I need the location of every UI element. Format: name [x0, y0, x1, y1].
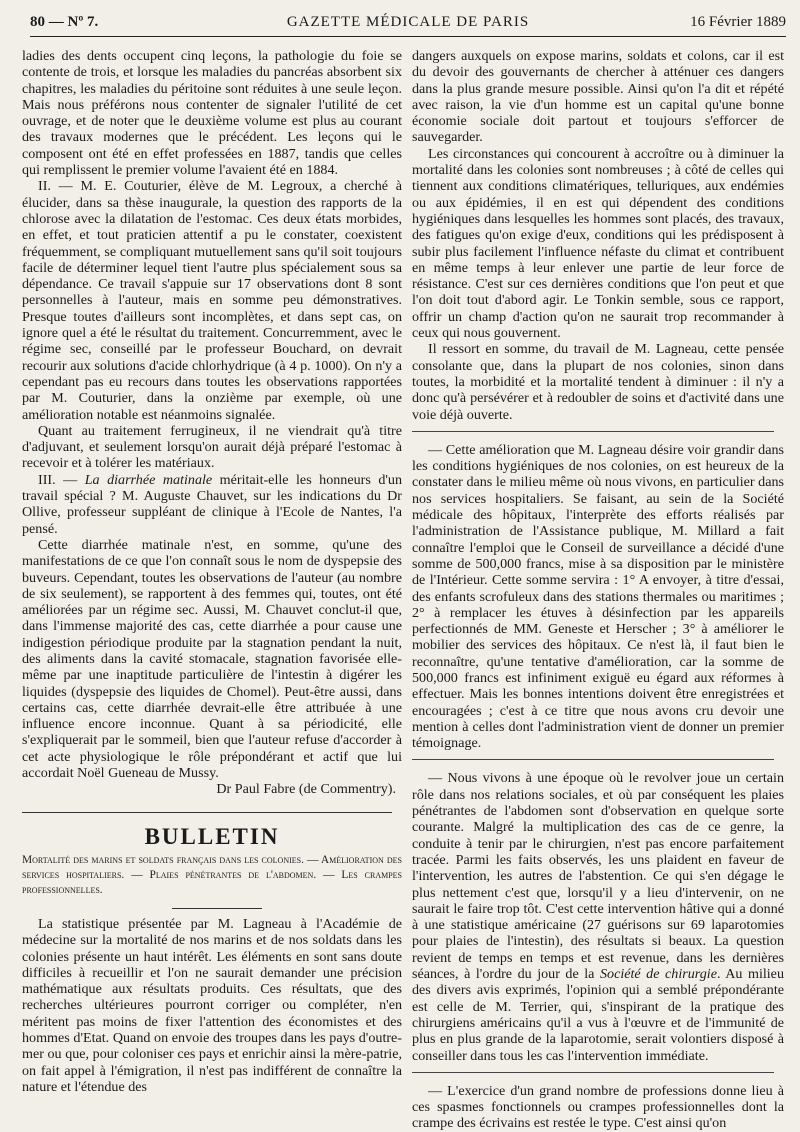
paragraph: dangers auxquels on expose marins, soldats et colons, car il est du devoir des gouvernants de chercher à atténuer ces dangers dans la plus grande mesure possible. Ainsi qu'on l'a dit et répété avec raison, la vie d'un homme est un capital qu'une bonne économie sociale doit partout et toujours s'efforcer de sauvegarder. — [412, 48, 784, 146]
paragraph — [22, 472, 402, 537]
paragraph-text: . Au milieu des divers avis exprimés, l'opinion qui a semblé prépondérante est celle de M. Terrier, qui, s'inspirant de la pratique des chirurgiens américains qu'il a vus à l'œuvre et de l'immunité de plus en plus grande de la laparotomie, serait volontiers disposé à conseiller dans tous les cas l'intervention immédiate. — [412, 966, 784, 1064]
paragraph: Quant au traitement ferrugineux, il ne viendrait qu'à titre d'adjuvant, et seulement lorsqu'on aurait déjà préparé l'estomac à recevoir et à tolérer les matériaux. — [22, 422, 402, 472]
paragraph-text: méritait-elle les honneurs d'un travail spécial ? M. Auguste Chauvet, sur les indications du Dr Ollive, professeur suppléant de clinique à l'Ecole de Nantes, l'a pensé. — [22, 471, 403, 537]
bulletin-summary: Mortalité des marins et soldats français dans les colonies. — Amélioration des services hospitaliers. — Plaies pénétrantes de l'abdomen. — Les crampes professionnelles. — [22, 853, 402, 896]
section-divider — [22, 812, 392, 813]
author-signature: Dr Paul Fabre (de Commentry). — [216, 781, 396, 798]
paragraph: — L'exercice d'un grand nombre de professions donne lieu à ces spasmes fonctionnels ou crampes professionnelles dont la crampe des écrivains est restée le type. C'est ainsi qu'on — [412, 1082, 784, 1132]
paragraph: ladies des dents occupent cinq leçons, la pathologie du foie se contente de trois, et lorsque les maladies du pancréas absorbent six chapitres, les maladies du péritoine sont réduites à une seule leçon. Mais nous préférons nous contenter de signaler l'utilité de cet ouvrage, et de noter que le deuxième volume est plus au courant des travaux modernes que le précédent. Les leçons qui le composent ont été en effet professées en 1887, tandis que celles qui remplissent le premier volume l'avaient été en 1884. — [22, 48, 402, 179]
paragraph: II. — M. E. Couturier, élève de M. Legroux, a cherché à élucider, dans sa thèse inaugurale, la question des rapports de la chlorose avec la dilatation de l'estomac. Ces deux états morbides, en effet, et tout praticien attentif a pu le constater, coexistent fréquemment, se compliquant mutuellement sans qu'il soit toujours facile de déterminer lequel tient l'autre plus spécialement sous sa dépendance. Ce travail s'appuie sur 17 observations dont 8 sont personnelles à l'auteur, mais en somme peu démonstratives. Presque toutes d'ailleurs sont incomplètes, et dans sept cas, on ignore quel a été le résultat du traitement. Concurremment, avec le régime sec, conseillé par le professeur Bouchard, on devrait recourir aux solutions d'acide chlorhydrique (à 4 p. 1000). On n'y a cependant pas eu recours dans toutes les observations rapportées par M. Couturier, dans la onzième par exemple, où une amélioration notable est néanmoins signalée. — [22, 178, 402, 423]
section-divider — [412, 759, 774, 760]
paragraph — [412, 770, 784, 1063]
paragraph-text: — Nous vivons à une époque où le revolver joue un certain rôle dans nos relations sociales, et où par conséquent les plaies pénétrantes de l'abdomen sont d'observation en quelque sorte courante. Malgré la multiplication des cas de ce genre, la conduite à tenir par le chirurgien, n'est pas encore parfaitement tracée. Parmi les faits observés, les uns plaident en faveur de l'intervention, les autres de l'abstention. Ce qui s'en dégage le plus nettement c'est que, lorsqu'il y a lieu d'intervenir, on ne saurait le faire trop tôt. C'est cette intervention hâtive qui a donné à une statistique américaine (27 guérisons sur 69 laparotomies pour plaies de l'intestin), des résultats si beaux. La question revient de temps en temps et est revenue, dans les dernières séances, à l'ordre du jour de la — [412, 770, 784, 983]
page-number: 80 — Nº 7. — [30, 14, 99, 30]
paragraph: Cette diarrhée matinale n'est, en somme, qu'une des manifestations de ce que l'on connaît sous le nom de dyspepsie des buveurs. Cependant, toutes les observations de l'auteur (au nombre de six seulement), se rapportent à des femmes qui, toutes, ont été améliorées par un régime sec. Aussi, M. Chauvet conclut-il que, dans l'immense majorité des cas, cette diarrhée a pour cause une indigestion périodique produite par la stagnation pendant la nuit, des aliments dans la cavité stomacale, stagnation favorisée elle-même par une inaptitude particulière de l'intestin à digérer les liquides (dyspepsie des liquides de Chomel). Peut-être aussi, dans certains cas, cette diarrhée devrait-elle être attribuée à une influence encore inconnue. Quant à sa périodicité, elle s'expliquerait par le sommeil, bien que l'auteur refuse d'accorder à cet acte physiologique le rôle prépondérant et actif que lui accordait Noël Gueneau de Mussy. — [22, 536, 402, 782]
short-divider — [172, 908, 262, 909]
society-name: Société de chirurgie — [599, 966, 717, 983]
issue-date: 16 Février 1889 — [690, 14, 786, 30]
page-header — [30, 6, 786, 37]
journal-title: GAZETTE MÉDICALE DE PARIS — [286, 14, 530, 30]
paragraph: — Cette amélioration que M. Lagneau désire voir grandir dans les conditions hygiéniques de nos colonies, on est heureux de la constater dans le milieu même où nous vivons, en particulier dans nos services hospitaliers. Se faisant, au sein de la Société médicale des hôpitaux, l'interprète des efforts réalisés par l'administration de l'Assistance publique, M. Millard a fait connaître l'emploi que le Conseil de surveillance a décidé d'une somme de 500,000 francs, mise à sa disposition par le ministère de l'Intérieur. Cette somme servira : 1° A envoyer, à titre d'essai, des enfants scrofuleux dans des stations thermales ou maritimes ; 2° à remplacer les étuves à désinfection par les appareils perfectionnés de MM. Geneste et Herscher ; 3° à améliorer le mobilier des services des hôpitaux. Ce n'est là, il faut bien le reconnaître, qu'une tentative d'amélioration, car la somme de 500,000 francs est infiniment exiguë eu égard aux réformes à effectuer. Mais les bonnes intentions doivent être enregistrées et encouragées ; c'est à ce titre que nous avons cru devoir une mention à celles dont l'administration vient de donner un premier témoignage. — [412, 441, 784, 752]
left-column — [22, 48, 402, 1095]
section-divider — [412, 431, 774, 432]
section-title: La diarrhée matinale — [84, 471, 213, 488]
section-divider — [412, 1072, 774, 1073]
paragraph: La statistique présentée par M. Lagneau à l'Académie de médecine sur la mortalité de nos marins et de nos soldats dans les colonies présente un haut intérêt. Les éléments en sont sans doute difficiles à recueillir et l'on ne saurait demander une précision mathématique aux résultats produits. Ces résultats, que des recherches ultérieures pourront corriger ou compléter, n'en méritent pas moins de fixer l'attention des économistes et des hommes d'Etat. Quand on envoie des troupes dans les pays d'outre-mer ou que, pour coloniser ces pays et enrichir ainsi la mère-patrie, on fait appel à l'émigration, il n'est pas indifférent de connaître la nature et l'étendue des — [22, 915, 402, 1095]
paragraph: Les circonstances qui concourent à accroître ou à diminuer la mortalité dans les colonies sont nombreuses ; à côté de celles qui tiennent aux conditions climatériques, telluriques, aux endémies ou aux épidémies, il en est qui dépendent des conditions hygiéniques dans lesquelles les hommes sont placés, des travaux, des fatigues qu'on exige d'eux, conditions qui les prédisposent à subir plus facilement l'influence néfaste du climat et contribuent en même temps à leur enlever une partie de leur force de résistance. C'est sur ces dernières conditions que l'on peut et que l'on doit tout d'abord agir. Le Tonkin semble, sous ce rapport, offrir un champ d'action qu'on ne saurait trop recommander à ceux qui nous gouvernent. — [412, 145, 784, 342]
right-column — [412, 48, 784, 1132]
bulletin-heading: BULLETIN — [144, 823, 280, 849]
section-prefix: III. — — [38, 471, 85, 488]
paragraph: Il ressort en somme, du travail de M. Lagneau, cette pensée consolante que, dans la plupart de nos colonies, sinon dans toutes, la morbidité et la mortalité tendent à diminuer : il n'y a donc qu'à persévérer et à redoubler de soins et d'activité dans une voie déjà ouverte. — [412, 341, 784, 423]
